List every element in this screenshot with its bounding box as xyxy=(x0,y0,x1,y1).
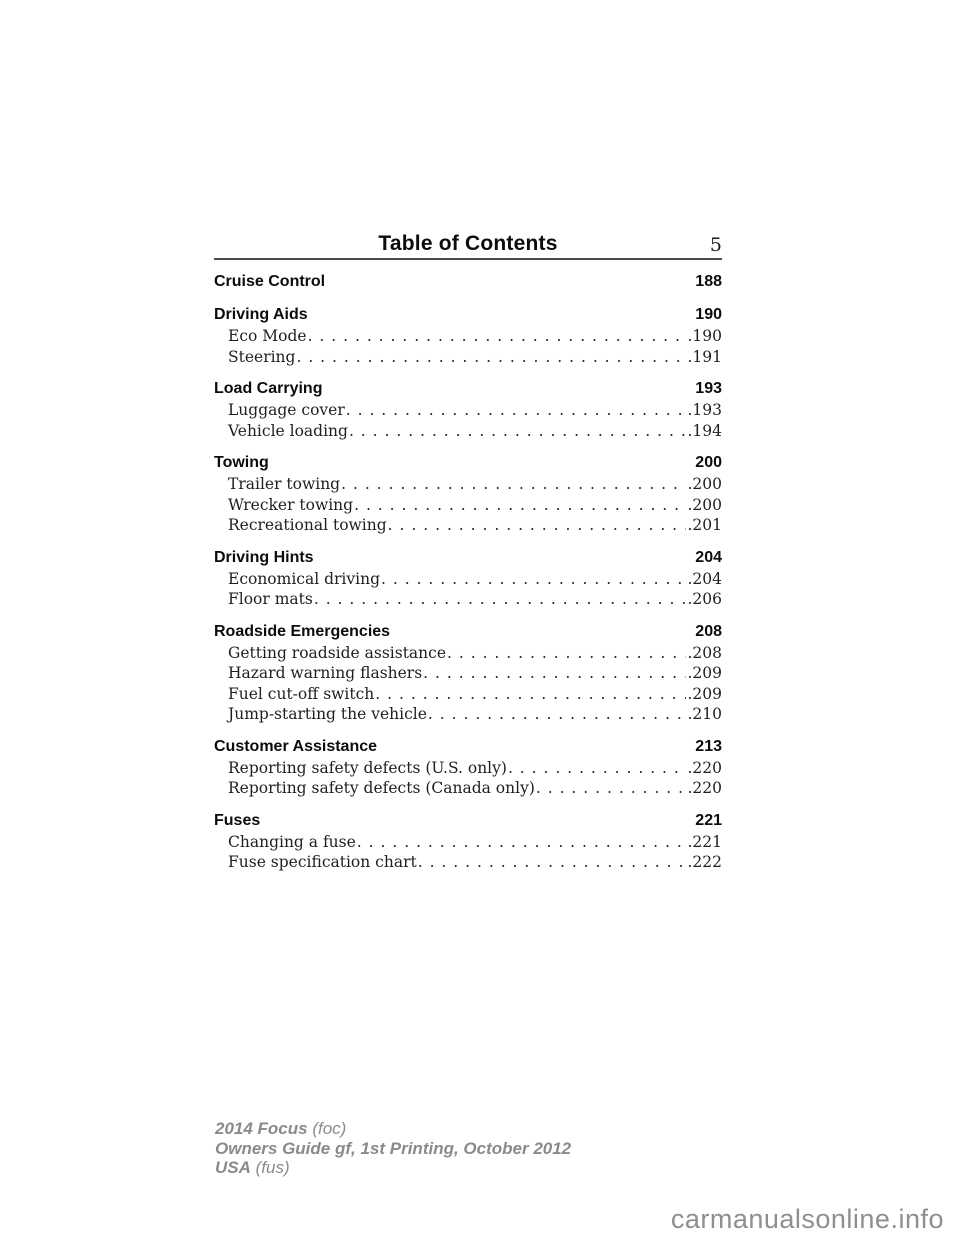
dot-leader xyxy=(308,326,687,347)
dot-leader xyxy=(314,589,687,610)
toc-section xyxy=(214,378,722,441)
dot-leader xyxy=(349,421,687,442)
toc-entry-row xyxy=(214,589,722,610)
entry-label: Recreational towing xyxy=(228,516,387,534)
footer-line-guide: Owners Guide gf, 1st Printing, October 2012 xyxy=(215,1138,572,1158)
page-title: Table of Contents xyxy=(378,232,558,255)
entry-label: Eco Mode xyxy=(228,327,307,345)
dot-leader xyxy=(388,515,687,536)
table-of-contents xyxy=(214,233,722,873)
section-title: Towing xyxy=(214,454,269,471)
section-page-number: 193 xyxy=(695,380,722,397)
entry-page-number: . 222 xyxy=(687,852,722,873)
entry-page-number: . 209 xyxy=(687,663,722,684)
entry-page-number: . 208 xyxy=(687,643,722,664)
section-entries xyxy=(214,474,722,536)
entry-page-number: . 194 xyxy=(687,421,722,442)
dot-leader xyxy=(447,643,686,664)
toc-entry-row xyxy=(214,832,722,853)
section-entries xyxy=(214,643,722,725)
section-page-number: 188 xyxy=(695,273,722,290)
toc-entry-row xyxy=(214,778,722,799)
entry-page-number: . 200 xyxy=(687,474,722,495)
entry-label: Luggage cover xyxy=(228,401,345,419)
toc-entry-row xyxy=(214,704,722,725)
entry-page-number: . 210 xyxy=(687,704,722,725)
entry-page-number: . 206 xyxy=(687,589,722,610)
section-entries xyxy=(214,400,722,441)
entry-label: Floor mats xyxy=(228,590,313,608)
toc-entry-row xyxy=(214,643,722,664)
section-entries xyxy=(214,832,722,873)
toc-section-heading-row xyxy=(214,621,722,643)
toc-entry-row xyxy=(214,569,722,590)
entry-page-number: . 193 xyxy=(687,400,722,421)
dot-leader xyxy=(418,852,687,873)
toc-section-heading-row xyxy=(214,547,722,569)
toc-section-heading-row xyxy=(214,304,722,326)
toc-section xyxy=(214,452,722,536)
toc-section xyxy=(214,810,722,873)
entry-page-number: . 220 xyxy=(687,758,722,779)
dot-leader xyxy=(296,347,686,368)
footer-market-code: (fus) xyxy=(255,1158,290,1177)
section-title: Driving Aids xyxy=(214,306,308,323)
toc-section-heading-row xyxy=(214,736,722,758)
section-page-number: 204 xyxy=(695,548,722,566)
toc-section-heading-row xyxy=(214,271,722,293)
toc-entry-row xyxy=(214,663,722,684)
section-title: Fuses xyxy=(214,811,261,829)
entry-label: Trailer towing xyxy=(228,475,341,493)
entry-page-number: . 209 xyxy=(687,684,722,705)
entry-label: Wrecker towing xyxy=(228,495,354,514)
section-page-number: 213 xyxy=(695,737,722,755)
footer-line-market xyxy=(215,1158,571,1178)
entry-label: Jump-starting the vehicle xyxy=(228,705,427,723)
entry-label: Vehicle loading xyxy=(228,421,348,440)
watermark-text: carmanualsonline.info xyxy=(670,1204,944,1234)
toc-entry-row xyxy=(214,421,722,442)
dot-leader xyxy=(341,474,686,495)
section-title: Roadside Emergencies xyxy=(214,622,391,640)
section-page-number: 208 xyxy=(695,622,722,640)
toc-entry-row xyxy=(214,400,722,421)
toc-entry-row xyxy=(214,852,722,873)
toc-section-heading-row xyxy=(214,452,722,474)
entry-label: Hazard warning flashers xyxy=(228,664,423,682)
footer-model-code: (foc) xyxy=(312,1119,347,1138)
dot-leader xyxy=(354,495,686,516)
section-page-number: 200 xyxy=(695,454,722,471)
toc-section-heading-row xyxy=(214,810,722,832)
entry-label: Getting roadside assistance xyxy=(228,643,447,662)
entry-page-number: . 190 xyxy=(687,326,722,347)
entry-page-number: . 201 xyxy=(687,515,722,536)
toc-entry-row xyxy=(214,684,722,705)
entry-page-number: . 191 xyxy=(687,347,722,368)
entry-page-number: . 204 xyxy=(687,569,722,590)
section-page-number: 190 xyxy=(695,306,722,323)
section-title: Cruise Control xyxy=(214,273,326,290)
toc-header xyxy=(214,233,722,255)
toc-list xyxy=(214,271,722,873)
toc-entry-row xyxy=(214,326,722,347)
toc-section xyxy=(214,621,722,725)
section-entries xyxy=(214,326,722,367)
entry-page-number: . 220 xyxy=(687,778,722,799)
entry-label: Fuse specification chart xyxy=(228,853,417,871)
section-title: Load Carrying xyxy=(214,380,323,397)
section-entries xyxy=(214,758,722,799)
toc-entry-row xyxy=(214,515,722,536)
footer-line-model xyxy=(215,1119,571,1139)
entry-page-number: . 200 xyxy=(687,495,722,516)
dot-leader xyxy=(381,569,686,590)
footer-market: USA xyxy=(215,1158,251,1177)
toc-entry-row xyxy=(214,758,722,779)
corner-page-number: 5 xyxy=(709,234,722,256)
toc-section xyxy=(214,304,722,367)
footer-imprint xyxy=(215,1119,571,1178)
section-entries xyxy=(214,569,722,610)
dot-leader xyxy=(423,663,686,684)
section-title: Driving Hints xyxy=(214,548,314,566)
dot-leader xyxy=(508,758,687,779)
dot-leader xyxy=(428,704,687,725)
dot-leader xyxy=(357,832,687,853)
header-rule xyxy=(214,258,722,260)
entry-page-number: . 221 xyxy=(687,832,722,853)
footer-model: 2014 Focus xyxy=(215,1119,308,1138)
entry-label: Economical driving xyxy=(228,569,381,588)
toc-section xyxy=(214,271,722,293)
dot-leader xyxy=(375,684,686,705)
entry-label: Steering xyxy=(228,347,296,366)
toc-section xyxy=(214,547,722,610)
toc-section-heading-row xyxy=(214,378,722,400)
dot-leader xyxy=(536,778,687,799)
entry-label: Fuel cut-off switch xyxy=(228,684,375,703)
dot-leader xyxy=(346,400,687,421)
entry-label: Changing a fuse xyxy=(228,832,356,851)
entry-label: Reporting safety defects (Canada only) xyxy=(228,779,535,797)
toc-section xyxy=(214,736,722,799)
toc-entry-row xyxy=(214,495,722,516)
entry-label: Reporting safety defects (U.S. only) xyxy=(228,758,507,777)
section-page-number: 221 xyxy=(695,811,722,829)
section-title: Customer Assistance xyxy=(214,737,378,755)
toc-entry-row xyxy=(214,474,722,495)
toc-entry-row xyxy=(214,347,722,368)
